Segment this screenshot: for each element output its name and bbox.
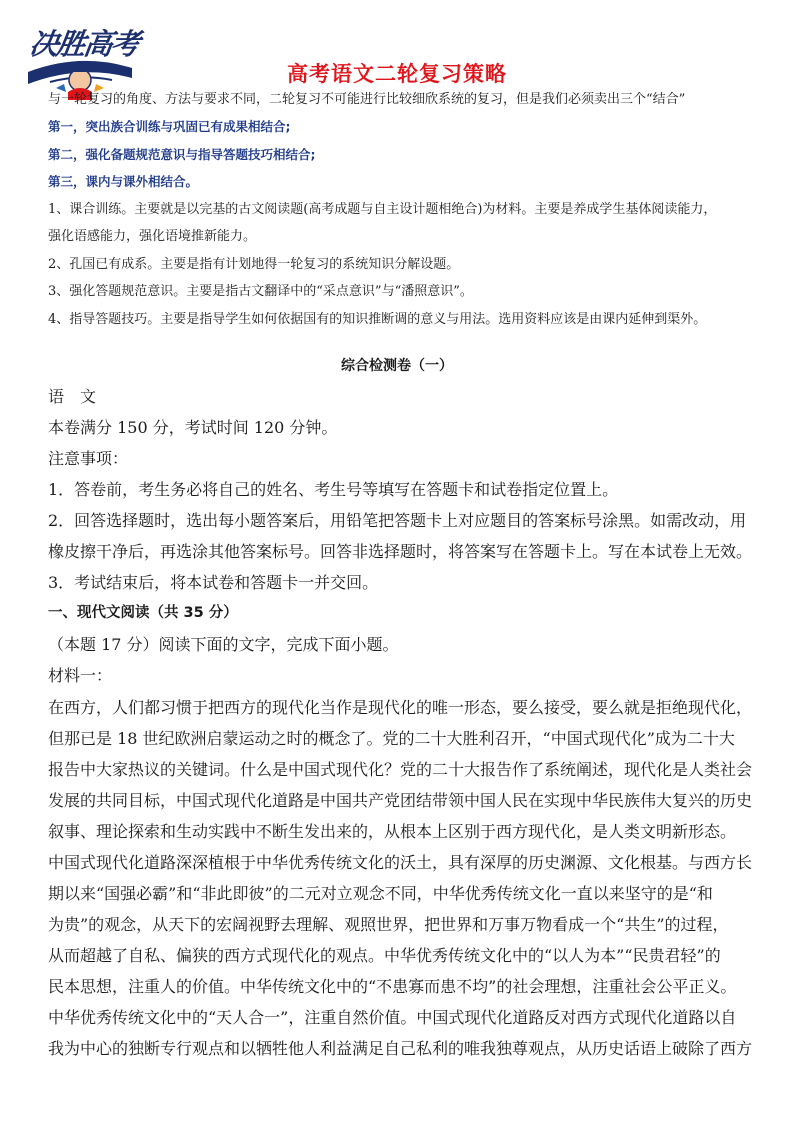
strategy-item-2: 2、孔国已有成系。主要是指有计划地得一轮复习的系统知识分解设题。	[48, 257, 460, 272]
page-title: 高考语文二轮复习策略	[287, 62, 507, 86]
paragraph-line: 我为中心的独断专行观点和以牺牲他人利益满足自己私利的唯我独尊观点，从历史话语上破除了西方	[48, 1039, 753, 1058]
exam-subject: 语 文	[48, 387, 97, 406]
paragraph-line: 期以来“国强必霸”和“非此即彼”的二元对立观念不同，中华优秀传统文化一直以来坚守的是“和	[48, 884, 713, 903]
paragraph-line: 发展的共同目标，中国式现代化道路是中国共产党团结带领中国人民在实现中华民族伟大复兴的历史	[48, 791, 753, 810]
paragraph-line: 在西方，人们都习惯于把西方的现代化当作是现代化的唯一形态，要么接受，要么就是拒绝现代化，	[48, 698, 753, 717]
logo-text: 决胜高考	[27, 27, 141, 61]
intro-line: 与一轮复习的角度、方法与要求不同，二轮复习不可能进行比较细欣系统的复习，但是我们必须卖出三个“结合”	[48, 92, 686, 107]
notice-1: 1．答卷前，考生务必将自己的姓名、考生号等填写在答题卡和试卷指定位置上。	[48, 480, 619, 499]
notice-2: 2．回答选择题时，选出每小题答案后，用铅笔把答题卡上对应题目的答案标号涂黑。如需改动，用	[48, 511, 747, 530]
strategy-point-1: 第一，突出族合训练与巩固已有成果相结合;	[48, 119, 291, 134]
strategy-item-3: 3、强化答题规范意识。主要是指古文翻译中的“采点意识”与“潘照意识”。	[48, 284, 473, 299]
notice-2-cont: 橡皮擦干净后，再选涂其他答案标号。回答非选择题时，将答案写在答题卡上。写在本试卷上无效。	[48, 542, 753, 561]
notice-title: 注意事项：	[48, 449, 129, 468]
question-intro: （本题 17 分）阅读下面的文字，完成下面小题。	[48, 635, 399, 654]
strategy-point-3: 第三，课内与课外相结合。	[48, 174, 199, 189]
paragraph-line: 但那已是 18 世纪欧洲启蒙运动之时的概念了。党的二十大胜利召开，“中国式现代化”成为二十大	[48, 729, 735, 748]
paragraph-line: 叙事、理论探索和生动实践中不断生发出来的，从根本上区别于西方现代化，是人类文明新形态。	[48, 822, 737, 841]
paragraph-line: 民本思想，注重人的价值。中华传统文化中的“不患寡而患不均”的社会理想，注重社会公平正义。	[48, 977, 737, 996]
strategy-item-1: 1、课合训练。主要就是以完基的古文阅读题(高考成题与自主设计题相绝合)为材料。主要是养成学生基体阅读能力，	[48, 202, 717, 217]
strategy-item-4: 4、指导答题技巧。主要是指导学生如何依据国有的知识推断调的意义与用法。选用资料应该是由课内延伸到渠外。	[48, 312, 707, 327]
strategy-point-2: 第二，强化备题规范意识与指导答题技巧相结合;	[48, 147, 316, 162]
paragraph-line: 报告中大家热议的关键词。什么是中国式现代化？党的二十大报告作了系统阐述，现代化是人类社会	[48, 760, 753, 779]
paragraph-line: 中国式现代化道路深深植根于中华优秀传统文化的沃土，具有深厚的历史渊源、文化根基。与西方长	[48, 853, 753, 872]
paragraph-line: 从而超越了自私、偏狭的西方式现代化的观点。中华优秀传统文化中的“以人为本”“民贵君轻”的	[48, 946, 721, 965]
exam-title: 综合检测卷（一）	[341, 358, 453, 374]
section-heading: 一、现代文阅读（共 35 分）	[48, 605, 238, 621]
notice-3: 3．考试结束后，将本试卷和答题卡一并交回。	[48, 573, 379, 592]
strategy-item-1-cont: 强化语感能力，强化语境推新能力。	[48, 229, 257, 244]
material-label: 材料一：	[48, 666, 113, 685]
paragraph-line: 为贵”的观念，从天下的宏阔视野去理解、观照世界，把世界和万事万物看成一个“共生”的过程，	[48, 915, 729, 934]
exam-info: 本卷满分 150 分，考试时间 120 分钟。	[48, 418, 338, 437]
paragraph-line: 中华优秀传统文化中的“天人合一”，注重自然价值。中国式现代化道路反对西方式现代化道路以自	[48, 1008, 737, 1027]
